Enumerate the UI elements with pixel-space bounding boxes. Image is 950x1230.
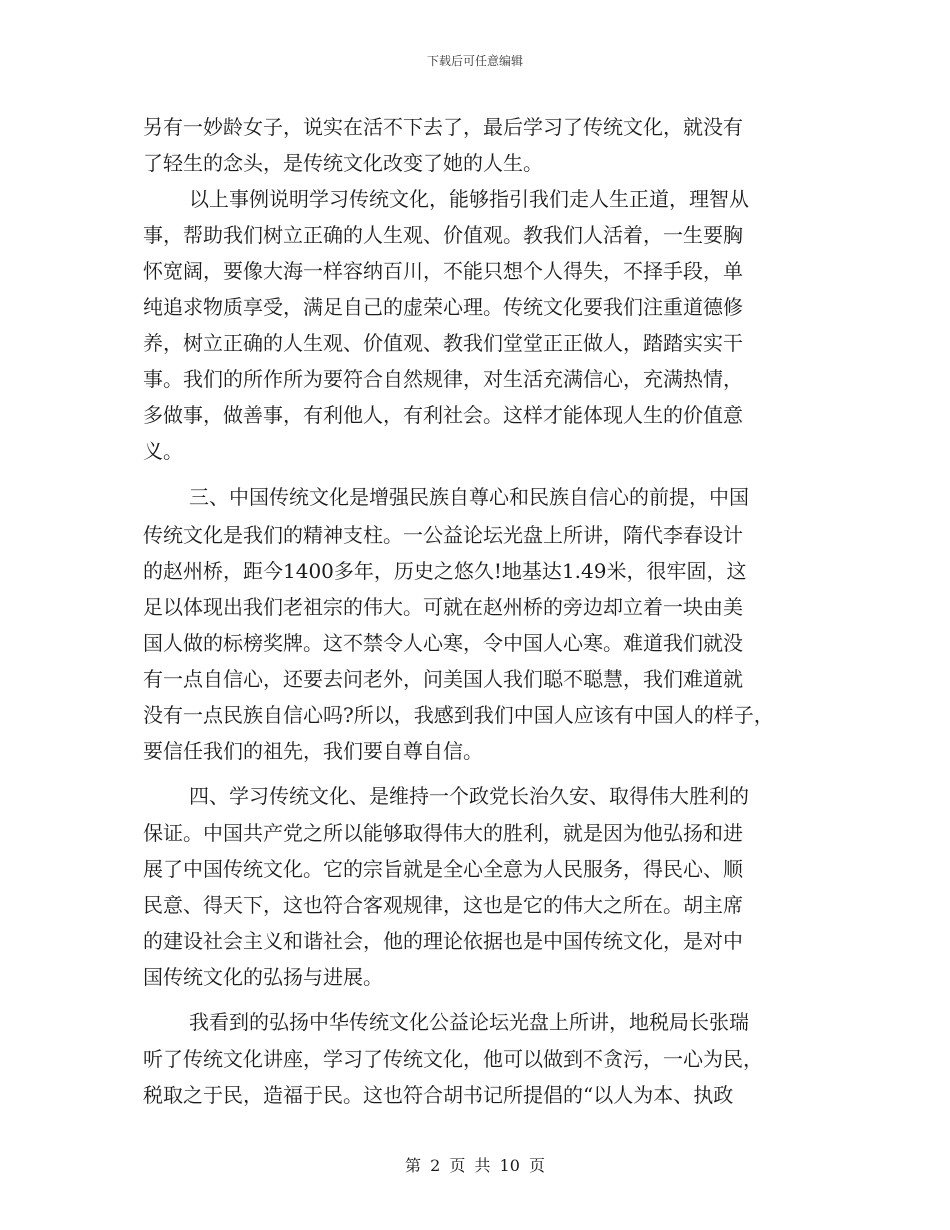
text-line: 事。我们的所作所为要符合自然规律，对生活充满信心，充满热情，	[143, 367, 743, 391]
text-line: 传统文化是我们的精神支柱。一公益论坛光盘上所讲，隋代李春设计	[143, 523, 743, 547]
text-line: 的赵州桥，距今1400多年，历史之悠久!地基达1.49米，很牢固，这	[143, 559, 747, 583]
text-line: 以上事例说明学习传统文化，能够指引我们走人生正道，理智从	[189, 187, 749, 211]
text-line: 税取之于民，造福于民。这也符合胡书记所提倡的“以人为本、执政	[143, 1083, 734, 1107]
text-line: 有一点自信心，还要去问老外，问美国人我们聪不聪慧，我们难道就	[143, 667, 743, 691]
text-line: 事，帮助我们树立正确的人生观、价值观。教我们人活着，一生要胸	[143, 223, 743, 247]
text-line: 多做事，做善事，有利他人，有利社会。这样才能体现人生的价值意	[143, 403, 743, 427]
text-line: 国人做的标榜奖牌。这不禁令人心寒，令中国人心寒。难道我们就没	[143, 631, 743, 655]
text-line: 另有一妙龄女子，说实在活不下去了，最后学习了传统文化，就没有	[143, 115, 743, 139]
text-line: 四、学习传统文化、是维持一个政党长治久安、取得伟大胜利的	[189, 784, 749, 808]
text-line: 国传统文化的弘扬与进展。	[143, 965, 383, 989]
page-number: 第 2 页 共 10 页	[405, 1156, 545, 1175]
text-line: 了轻生的念头，是传统文化改变了她的人生。	[143, 151, 543, 175]
text-line: 义。	[143, 439, 183, 463]
text-line: 的建设社会主义和谐社会，他的理论依据也是中国传统文化，是对中	[143, 929, 743, 953]
text-line: 我看到的弘扬中华传统文化公益论坛光盘上所讲，地税局长张瑞	[189, 1010, 749, 1034]
text-line: 保证。中国共产党之所以能够取得伟大的胜利，就是因为他弘扬和进	[143, 821, 743, 845]
text-line: 民意、得天下，这也符合客观规律，这也是它的伟大之所在。胡主席	[143, 893, 743, 917]
text-line: 三、中国传统文化是增强民族自尊心和民族自信心的前提，中国	[189, 485, 749, 509]
text-line: 养，树立正确的人生观、价值观、教我们堂堂正正做人，踏踏实实干	[143, 331, 743, 355]
text-line: 要信任我们的祖先，我们要自尊自信。	[143, 739, 483, 763]
text-line: 没有一点民族自信心吗?所以，我感到我们中国人应该有中国人的样子，	[143, 703, 774, 727]
text-line: 纯追求物质享受，满足自己的虚荣心理。传统文化要我们注重道德修	[143, 295, 743, 319]
text-line: 展了中国传统文化。它的宗旨就是全心全意为人民服务，得民心、顺	[143, 857, 743, 881]
text-line: 怀宽阔，要像大海一样容纳百川，不能只想个人得失，不择手段，单	[143, 259, 743, 283]
text-line: 听了传统文化讲座，学习了传统文化，他可以做到不贪污，一心为民，	[143, 1047, 763, 1071]
page-header: 下载后可任意编辑	[426, 54, 523, 68]
text-line: 足以体现出我们老祖宗的伟大。可就在赵州桥的旁边却立着一块由美	[143, 595, 743, 619]
